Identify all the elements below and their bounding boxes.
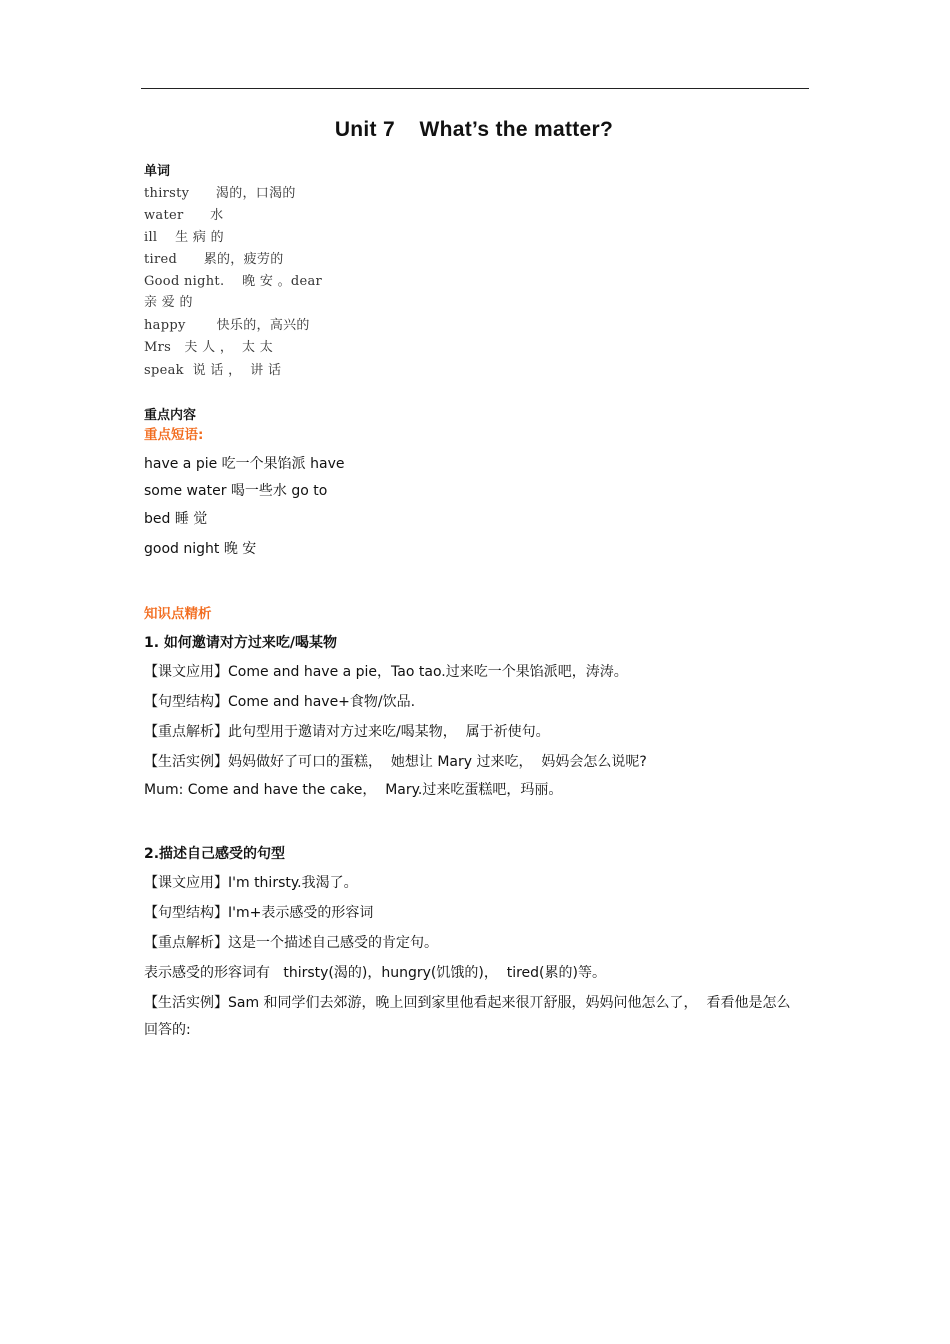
- point1-line: 【课文应用】Come and have a pie，Tao tao.过来吃一个果馅派吧，涛涛。: [144, 664, 628, 680]
- phrase-line: have a pie 吃一个果馅派 have: [144, 456, 345, 472]
- vocab-line: tired 累的，疲劳的: [144, 252, 284, 267]
- point1-line: 【重点解析】此句型用于邀请对方过来吃/喝某物， 属于祈使句。: [144, 724, 550, 740]
- vocab-line: Mrs 夫 人 ， 太 太: [144, 340, 274, 355]
- phrase-line: good night 晚 安: [144, 541, 257, 557]
- vocab-line: happy 快乐的，高兴的: [144, 318, 310, 333]
- vocab-line: Good night. 晚 安 。dear: [144, 274, 323, 289]
- page-title: Unit 7 What’s the matter?: [334, 118, 614, 141]
- key-heading: 重点内容: [144, 408, 197, 423]
- vocab-line: speak 说 话 ， 讲 话: [144, 363, 282, 378]
- vocab-line: water 水: [144, 208, 224, 223]
- point2-title: 2.描述自己感受的句型: [144, 846, 286, 862]
- point2-line: 回答的:: [144, 1022, 191, 1038]
- phrase-line: bed 睡 觉: [144, 511, 208, 527]
- point2-line: 【课文应用】I'm thirsty.我渴了。: [144, 875, 358, 891]
- point2-line: 表示感受的形容词有 thirsty(渴的)，hungry(饥饿的)， tired(累的)等。: [144, 965, 606, 981]
- phrase-line: some water 喝一些水 go to: [144, 483, 328, 499]
- point2-line: 【生活实例】Sam 和同学们去郊游，晚上回到家里他看起来很丌舒服，妈妈问他怎么了， 看看他是怎么: [144, 995, 791, 1011]
- header-rule: [141, 88, 809, 89]
- point1-line: 【句型结构】Come and have+食物/饮品.: [144, 694, 416, 710]
- knowledge-heading: 知识点精析: [144, 606, 212, 622]
- vocab-heading: 单词: [144, 164, 171, 179]
- key-phrases-label: 重点短语:: [144, 427, 204, 443]
- point1-title: 1. 如何邀请对方过来吃/喝某物: [144, 635, 338, 651]
- point1-line: Mum: Come and have the cake， Mary.过来吃蛋糕吧，玛丽。: [144, 782, 563, 798]
- vocab-line: thirsty 渴的，口渴的: [144, 186, 296, 201]
- vocab-line: ill 生 病 的: [144, 230, 224, 245]
- point2-line: 【重点解析】这是一个描述自己感受的肯定句。: [144, 935, 438, 951]
- point1-line: 【生活实例】妈妈做好了可口的蛋糕， 她想让 Mary 过来吃， 妈妈会怎么说呢?: [144, 754, 647, 770]
- vocab-line: 亲 爱 的: [144, 295, 193, 310]
- point2-line: 【句型结构】I'm+表示感受的形容词: [144, 905, 374, 921]
